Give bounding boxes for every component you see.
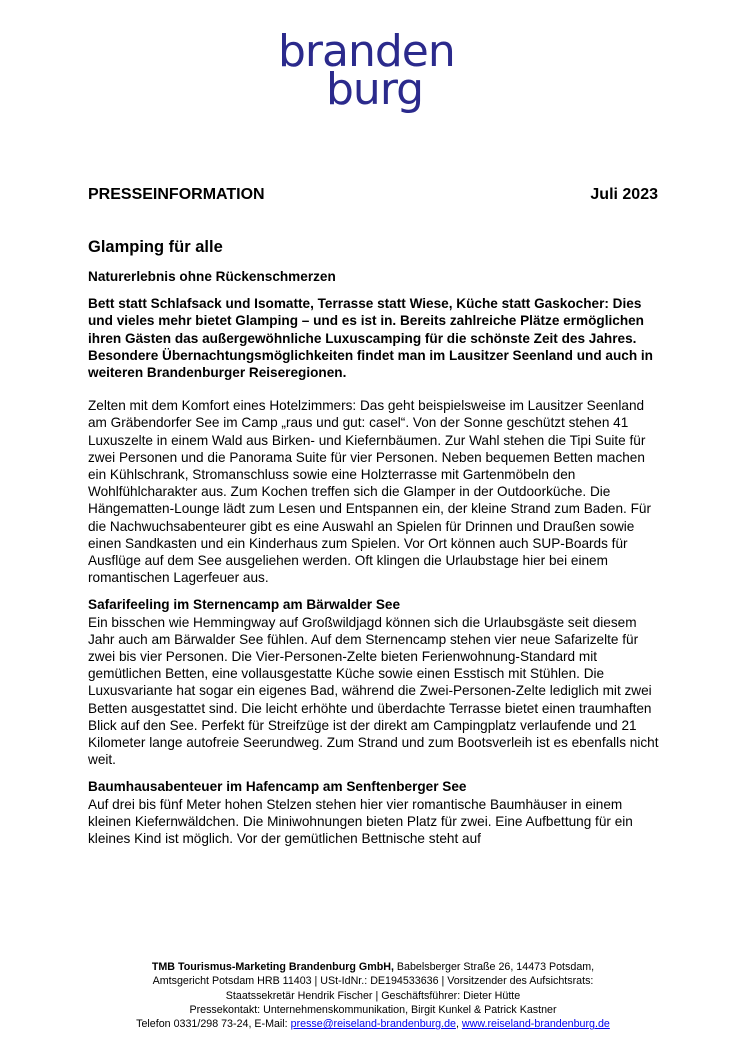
footer-line-3: Staatssekretär Hendrik Fischer | Geschäftsführer: Dieter Hütte — [225, 989, 521, 1002]
footer-company: TMB Tourismus-Marketing Brandenburg GmbH, — [151, 961, 394, 973]
press-label: PRESSEINFORMATION — [88, 186, 265, 203]
footer-address: Babelsberger Straße 26, 14473 Potsdam, — [393, 961, 595, 973]
section-text-sternencamp: Ein bisschen wie Hemmingway auf Großwildjagd können sich die Urlaubsgäste seit diesem Jahr auch am Bärwalder See fühlen. Auf dem Sternencamp stehen vier neue Safarizelte für zwei bis vier Personen. Die Vier-Personen-Zelte bieten Ferienwohnung-Standard mit gemütlichen Betten, eine vollausgestatte Küche sowie einen Esstisch mit Stühlen. Die Luxusvariante hat sogar ein eigenes Bad, während die Zwei-Personen-Zelte lediglich mit zwei Betten ausgestattet sind. Die leicht erhöhte und überdachte Terrasse bietet einen traumhaften Blick auf den See. Perfekt für Streifzüge ist der direkt am Campingplatz verlaufende und 21 Kilometer lange autofreie Seerundweg. Zum Strand und zum Bootsverleih ist es ebenfalls nicht weit. — [88, 614, 659, 768]
article-body — [88, 237, 660, 857]
website-link[interactable]: www.reiseland-brandenburg.de — [461, 1018, 610, 1031]
page-footer — [60, 960, 686, 1031]
intro-paragraph: Zelten mit dem Komfort eines Hotelzimmers: Das geht beispielsweise im Lausitzer Seenland am Gräbendorfer See im Camp „raus und gut: casel“. Von der Sonne geschützt stehen 41 Luxuszelte in einem Wald aus Birken- und Kiefernbäumen. Zur Wahl stehen die Tipi Suite für zwei Personen und die Panorama Suite für vier Personen. Neben bequemen Betten machen ein Kühlschrank, Stromanschluss sowie eine Holzterrasse mit Gartenmöbeln den Wohlfühlcharakter aus. Zum Kochen treffen sich die Glamper in der Outdoorküche. Die Hängematten-Lounge lädt zum Lesen und Entspannen ein, der kleine Strand zum Baden. Für die Nachwuchsabenteurer gibt es eine Auswahl an Spielen für Drinnen und Draußen sowie einen Sandkasten und ein Kinderhaus zum Spielen. Vor Ort können auch SUP-Boards für Ausflüge auf dem See ausgeliehen werden. Oft klingen die Urlaubstage hier bei einem romantischen Lagerfeuer aus. — [88, 398, 651, 586]
section-heading-hafencamp: Baumhausabenteuer im Hafencamp am Senftenberger See — [88, 779, 467, 795]
article-lead: Bett statt Schlafsack und Isomatte, Terrasse statt Wiese, Küche statt Gaskocher: Dies und vieles mehr bietet Glamping – und es ist in. Bereits zahlreiche Plätze ermöglichen ihren Gästen das außergewöhnliche Luxuscamping für die schönste Zeit des Jahres. Besondere Übernachtungsmöglichkeiten findet man im Lausitzer Seenland und auch in weiteren Brandenburger Reiseregionen. — [88, 296, 653, 381]
footer-separator: , — [455, 1018, 462, 1031]
article-title: Glamping für alle — [88, 238, 223, 256]
section-text-hafencamp: Auf drei bis fünf Meter hohen Stelzen stehen hier vier romantische Baumhäuser in einem kleinen Kiefernwäldchen. Die Miniwohnungen bieten Platz für zwei. Eine Aufbettung für ein kleines Kind ist möglich. Vor der gemütlichen Bettnische steht auf — [88, 796, 633, 847]
footer-line-2: Amtsgericht Potsdam HRB 11403 | USt-IdNr.: DE194533636 | Vorsitzender des Aufsichtsrats: — [152, 975, 594, 988]
logo-line-2: burg — [326, 64, 424, 115]
press-date: Juli 2023 — [590, 186, 658, 203]
article-subtitle: Naturerlebnis ohne Rückenschmerzen — [88, 269, 336, 284]
footer-line-1 — [60, 960, 686, 974]
brandenburg-logo — [274, 26, 474, 116]
footer-line-4: Pressekontakt: Unternehmenskommunikation, Birgit Kunkel & Patrick Kastner — [189, 1003, 557, 1016]
footer-phone: Telefon 0331/298 73-24, E-Mail: — [136, 1018, 291, 1031]
section-heading-sternencamp: Safarifeeling im Sternencamp am Bärwalder See — [88, 597, 401, 613]
footer-line-5 — [60, 1017, 686, 1031]
email-link[interactable]: presse@reiseland-brandenburg.de — [290, 1018, 456, 1031]
press-header — [88, 186, 658, 204]
logo-line-1: branden — [278, 26, 455, 77]
